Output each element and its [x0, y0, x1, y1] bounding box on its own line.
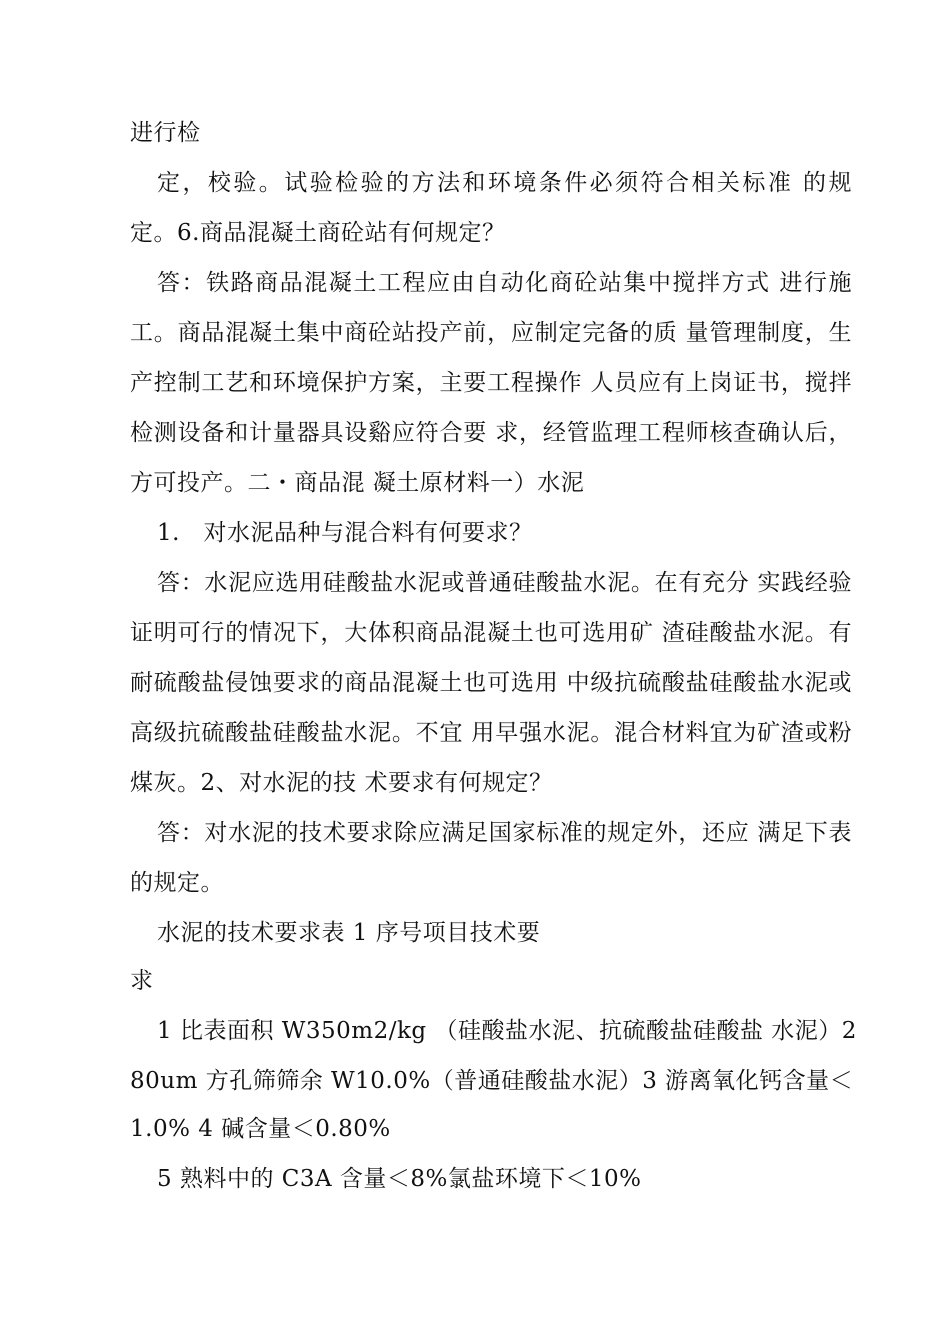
- text-line: 1 比表面积 W350m2/kg （硅酸盐水泥、抗硫酸盐硅酸盐 水泥）2: [157, 1018, 857, 1044]
- text-line: 煤灰。2、对水泥的技 术要求有何规定？: [130, 770, 553, 796]
- text-line: 5 熟料中的 C3A 含量＜8%氯盐环境下＜10%: [157, 1166, 642, 1192]
- text-line: 检测设备和计量器具设谿应符合要 求，经管监理工程师核查确认后，: [130, 420, 852, 446]
- text-line: 水泥的技术要求表 1 序号项目技术要: [157, 920, 541, 946]
- text-line: 工。商品混凝土集中商砼站投产前，应制定完备的质 量管理制度，生: [130, 320, 852, 346]
- text-line: 证明可行的情况下，大体积商品混凝土也可选用矿 渣硅酸盐水泥。有: [130, 620, 852, 646]
- text-line: 高级抗硫酸盐硅酸盐水泥。不宜 用早强水泥。混合材料宜为矿渣或粉: [130, 720, 852, 746]
- text-line: 求: [130, 968, 154, 994]
- text-line: 80um 方孔筛筛余 W10.0%（普通硅酸盐水泥）3 游离氧化钙含量＜: [130, 1068, 854, 1094]
- text-line: 答：水泥应选用硅酸盐水泥或普通硅酸盐水泥。在有充分 实践经验: [157, 570, 852, 596]
- text-line: 答：对水泥的技术要求除应满足国家标准的规定外，还应 满足下表: [157, 820, 852, 846]
- text-line: 方可投产。二・商品混 凝土原材料一）水泥: [130, 470, 585, 496]
- text-line: 1. 对水泥品种与混合料有何要求？: [157, 520, 533, 546]
- text-line: 答：铁路商品混凝土工程应由自动化商砼站集中搅拌方式 进行施: [157, 270, 852, 296]
- text-line: 的规定。: [130, 870, 224, 896]
- text-line: 耐硫酸盐侵蚀要求的商品混凝土也可选用 中级抗硫酸盐硅酸盐水泥或: [130, 670, 852, 696]
- text-line: 定，校验。试验检验的方法和环境条件必须符合相关标准 的规: [157, 170, 852, 196]
- text-line: 1.0% 4 碱含量＜0.80%: [130, 1116, 391, 1142]
- text-line: 定。6.商品混凝土商砼站有何规定？: [130, 220, 506, 246]
- text-line: 进行检: [130, 120, 201, 146]
- text-line: 产控制工艺和环境保护方案，主要工程操作 人员应有上岗证书，搅拌: [130, 370, 852, 396]
